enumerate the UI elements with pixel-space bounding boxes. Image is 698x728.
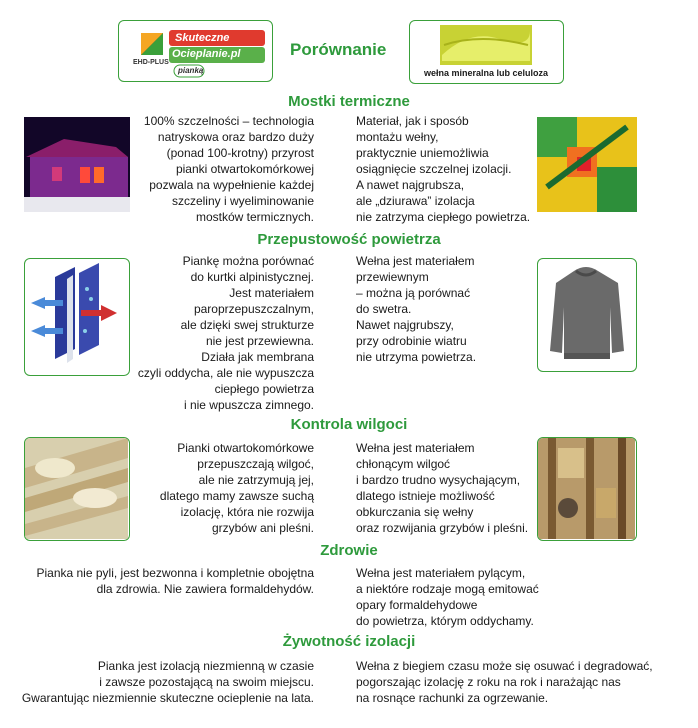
heading-insulation-lifespan: Żywotność izolacji: [282, 633, 416, 650]
compare-product-box: [409, 20, 564, 84]
moisture-control-foam-text: Pianki otwartokomórkowe przepuszczają wilgoć, ale nie zatrzymują jej, dlatego mamy zawsze suchą izolację, która nie rozwija grzybów ani pleśni.: [159, 441, 314, 535]
heading-health: Zdrowie: [320, 542, 378, 559]
thermal-image-wool: [537, 117, 637, 212]
air-permeability-foam-text: Piankę można porównać do kurtki alpinistycznej. Jest materiałem paroprzepuszczalnym, ale dzięki swej strukturze nie jest przewiewna. Działa jak membrana czyli oddycha, ale nie wypuszcza ciepłego powietrza i nie wpuszcza zimnego.: [137, 254, 314, 412]
sweater-image-box: [537, 258, 637, 372]
thermal-bridges-wool-text: Materiał, jak i sposób montażu wełny, praktycznie uniemożliwia osiągnięcie szczelnej izolacji. A nawet najgrubsza, ale „dziurawa” izolacja nie zatrzyma ciepłego powietrza.: [356, 114, 531, 224]
lifespan-wool-text: Wełna z biegiem czasu może się osuwać i degradować, pogorszając izolację z roku na rok i narażając nas na rosnące rachunki za ogrzewanie.: [356, 659, 653, 705]
thermal-image-foam: [24, 117, 130, 212]
heading-moisture-control: Kontrola wilgoci: [290, 416, 408, 433]
sweater-image: [538, 259, 635, 370]
brand-logo-box: [118, 20, 273, 82]
foam-insulation-image-box: [24, 437, 130, 541]
mineral-wool-image: [410, 21, 562, 65]
lifespan-foam-text: Pianka jest izolacją niezmienną w czasie i zawsze pozostającą na swoim miejscu. Gwarantując niezmiennie skuteczne ocieplenie na lata.: [21, 659, 314, 705]
health-wool-text: Wełna jest materiałem pylącym, a niektóre rodzaje mogą emitować opary formaldehydowe do powietrza, którym oddychamy.: [356, 566, 539, 628]
health-foam-text: Pianka nie pyli, jest bezwonna i kompletnie obojętna dla zdrowia. Nie zawiera formaldehydów.: [36, 566, 314, 596]
air-permeability-wool-text: Wełna jest materiałem przewiewnym – można ją porównać do swetra. Nawet najgrubszy, przy odrobinie wiatru nie utrzyma powietrza.: [356, 254, 477, 364]
page-title: Porównanie: [290, 40, 387, 59]
compare-caption: wełna mineralna lub celuloza: [423, 68, 549, 78]
logo-brand-line2: Ocieplanie.pl: [172, 48, 241, 60]
logo-tag: pianką: [178, 66, 204, 75]
membrane-image-box: [24, 258, 130, 376]
moisture-control-wool-text: Wełna jest materiałem chłonącym wilgoć i bardzo trudno wysychającym, dlatego istnieje możliwość obkurczania się wełny oraz rozwijania grzybów i pleśni.: [356, 441, 529, 535]
moldy-wool-image: [538, 438, 635, 539]
heading-thermal-bridges: Mostki termiczne: [288, 93, 410, 110]
foam-insulation-image: [25, 438, 128, 539]
membrane-diagram-image: [25, 259, 128, 374]
logo-badge-text: EHD-PLUS: [133, 59, 169, 66]
thermal-bridges-foam-text: 100% szczelności – technologia natryskowa oraz bardzo duży (ponad 100-krotny) przyrost pianki otwartokomórkowej pozwala na wypełnienie każdej szczeliny i wyeliminowanie mostków termicznych.: [143, 114, 314, 224]
moldy-wool-image-box: [537, 437, 637, 541]
heading-air-permeability: Przepustowość powietrza: [257, 231, 441, 248]
logo-brand-line1: Skuteczne: [175, 32, 230, 44]
